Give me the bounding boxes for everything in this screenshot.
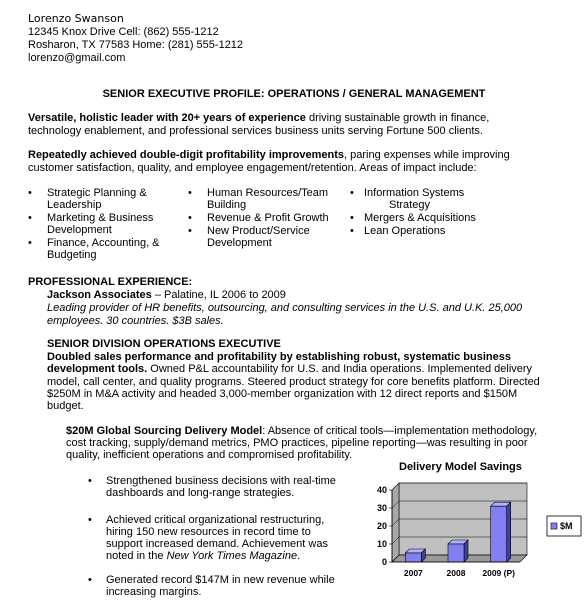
chart-bar — [405, 553, 421, 562]
profile-p1-rest: driving sustainable growth in finance, — [305, 112, 490, 124]
profile-p2-line2: customer satisfaction, quality, and employee engagement/retention. Areas of impact include: — [28, 162, 477, 174]
impact-item-cont: Budgeting — [47, 249, 97, 261]
gsd-line2: cost tracking, supply/demand metrics, PMO practices, pipeline reporting—was resulting in poor — [66, 437, 528, 449]
impact-item-cont: Strategy — [389, 199, 430, 211]
bullet-icon: • — [28, 212, 32, 224]
role-summary-line4: $250M in M&A activity and headed 3,000-member organization with 12 direct reports and $150M — [47, 388, 518, 400]
address-line: 12345 Knox Drive Cell: (862) 555-1212 — [28, 26, 219, 38]
chart-y-tick-label: 10 — [376, 539, 387, 549]
publication-name: New York Times Magazine — [166, 550, 298, 562]
bullet-icon: • — [28, 237, 32, 249]
chart-x-tick-label: 2008 — [446, 568, 466, 578]
bullet-icon: • — [188, 212, 192, 224]
company-description-cont: employees. 30 countries. $3B sales. — [47, 315, 224, 327]
profile-p2-rest: , paring expenses while improving — [344, 149, 510, 161]
candidate-name: Lorenzo Swanson — [28, 12, 124, 25]
role-summary-line5: budget. — [47, 400, 84, 412]
role-summary-rest: Owned P&L accountability for U.S. and India operations. Implemented delivery — [147, 363, 533, 375]
chart-y-tick-label: 0 — [381, 557, 387, 567]
impact-item-cont: Development — [207, 237, 272, 249]
bullet-icon: • — [350, 225, 354, 237]
chart-x-tick-label: 2007 — [403, 568, 423, 578]
chart-legend-label: $M — [560, 521, 573, 531]
bullet-icon: • — [350, 212, 354, 224]
profile-p1-line2: technology enablement, and professional services business units serving Fortune 500 clients. — [28, 125, 483, 137]
gsd-title: $20M Global Sourcing Delivery Model — [66, 425, 263, 437]
bullet-icon: • — [350, 187, 354, 199]
delivery-savings-chart — [360, 478, 588, 586]
achievement-item: Achieved critical organizational restructuring, — [106, 514, 325, 526]
chart-x-tick-label: 2009 (P) — [482, 568, 515, 578]
chart-y-tick-label: 30 — [376, 503, 387, 513]
company-line — [47, 289, 286, 302]
bullet-icon: • — [88, 574, 92, 586]
profile-paragraph-2 — [28, 149, 510, 162]
chart-bar — [448, 544, 464, 562]
achievement-text: noted in the — [106, 550, 167, 562]
company-description: Leading provider of HR benefits, outsourcing, and consulting services in the U.S. and U.K. 25,000 — [47, 302, 523, 314]
chart-legend-swatch — [551, 523, 557, 529]
company-location-dates: – Palatine, IL 2006 to 2009 — [151, 289, 286, 301]
achievement-item-cont: hiring 150 new resources in record time to — [106, 526, 311, 538]
achievement-item: Strengthened business decisions with real-time — [106, 475, 336, 487]
chart-bar — [491, 506, 507, 562]
impact-item: Strategic Planning & — [47, 187, 147, 199]
impact-item: Lean Operations — [364, 225, 446, 237]
role-summary-bold: Doubled sales performance and profitability by establishing robust, systematic business — [47, 351, 511, 363]
role-summary-bold-cont: development tools. — [47, 363, 148, 375]
role-summary-line3: model, call center, and quality programs. Steered product strategy for core benefits platform. Directed — [47, 376, 540, 388]
achievement-item: Generated record $147M in new revenue while — [106, 574, 335, 586]
role-summary-line2 — [47, 363, 532, 376]
impact-item: New Product/Service — [207, 225, 310, 237]
impact-item: Mergers & Acquisitions — [364, 212, 476, 224]
bullet-icon: • — [88, 514, 92, 526]
experience-heading: PROFESSIONAL EXPERIENCE: — [28, 276, 193, 288]
impact-item-cont: Leadership — [47, 199, 102, 211]
impact-item-cont: Development — [47, 224, 112, 236]
bullet-icon: • — [88, 475, 92, 487]
chart-y-tick-label: 20 — [376, 521, 387, 531]
profile-p1-bold: Versatile, holistic leader with 20+ years of experience — [28, 112, 306, 124]
profile-heading: SENIOR EXECUTIVE PROFILE: OPERATIONS / GENERAL MANAGEMENT — [102, 88, 486, 100]
gsd-rest: : Absence of critical tools—implementation methodology, — [262, 425, 538, 437]
profile-paragraph-1 — [28, 112, 489, 125]
email[interactable]: lorenzo@gmail.com — [28, 52, 126, 64]
impact-item: Revenue & Profit Growth — [207, 212, 329, 224]
chart-bar-side — [464, 540, 468, 562]
achievement-item-cont: increasing margins. — [106, 586, 202, 598]
achievement-item-cont: dashboards and long-range strategies. — [106, 487, 295, 499]
impact-item-cont: Building — [207, 199, 247, 211]
bullet-icon: • — [28, 187, 32, 199]
city-line: Rosharon, TX 77583 Home: (281) 555-1212 — [28, 39, 244, 51]
achievement-text-end: . — [297, 550, 301, 562]
achievement-item-cont — [106, 550, 300, 563]
bullet-icon: • — [188, 225, 192, 237]
bullet-icon: • — [188, 187, 192, 199]
impact-item: Human Resources/Team — [207, 187, 329, 199]
chart-y-tick-label: 40 — [376, 485, 387, 495]
achievement-item-cont: support increased demand. Achievement was — [106, 538, 328, 550]
impact-item: Information Systems — [364, 187, 465, 199]
gsd-line3: quality, inefficient operations and compromised profitability. — [66, 449, 353, 461]
impact-item: Marketing & Business — [47, 212, 154, 224]
chart-bar-side — [507, 502, 511, 562]
company-name: Jackson Associates — [47, 289, 152, 301]
chart-title: Delivery Model Savings — [399, 461, 522, 473]
role-title: SENIOR DIVISION OPERATIONS EXECUTIVE — [47, 338, 281, 350]
profile-p2-bold: Repeatedly achieved double-digit profitability improvements — [28, 149, 345, 161]
impact-item: Finance, Accounting, & — [47, 237, 160, 249]
